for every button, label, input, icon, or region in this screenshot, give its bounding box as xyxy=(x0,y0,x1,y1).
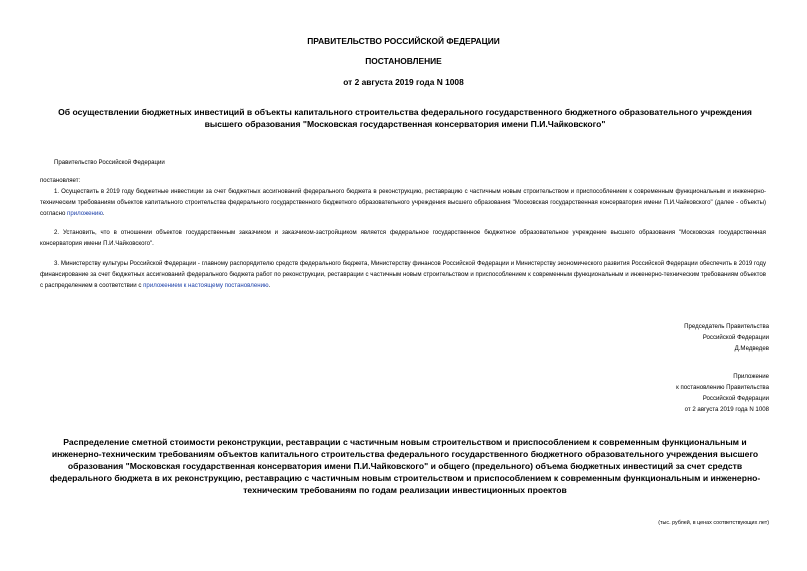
paragraph-3-end: . xyxy=(268,282,271,289)
appendix-link[interactable]: приложению xyxy=(67,210,103,217)
units-note: (тыс. рублей, в ценах соответствующих лет) xyxy=(658,520,769,526)
paragraph-1 xyxy=(40,186,766,219)
paragraph-1-text: 1. Осуществить в 2019 году бюджетные инвестиции за счет бюджетных ассигнований федерального бюджета в реконструкцию, реставрацию с частичным новым строительством и приспособлением к современным функциональным и инженерно-техническим требованиям объектов капитального строительства федерального государственного бюджетного образовательного учреждения высшего образования "Московская государственная консерватория имени П.И.Чайковского" (далее - объекты) согласно xyxy=(40,188,766,217)
signature-position: Председатель Правительства xyxy=(684,323,769,330)
paragraph-1-end: . xyxy=(102,210,105,217)
document-title: Об осуществлении бюджетных инвестиций в объекты капитального строительства федерального государственного бюджетного образовательного учреждения высшего образования "Московская государственная консерватория имени П.И.Чайковского" xyxy=(58,107,752,129)
document-date-number: от 2 августа 2019 года N 1008 xyxy=(343,77,464,87)
signature-block xyxy=(684,321,769,354)
distribution-title: Распределение сметной стоимости реконструкции, реставрации с частичным новым строительством и приспособлением к современным функциональным и инженерно-техническим требованиям объектов капитального строительства федерального государственного бюджетного образовательного учреждения высшего образования "Московская государственная консерватория имени П.И.Чайковского" и общего (предельного) объема бюджетных инвестиций за счет средств федерального бюджета в их реконструкцию, реставрацию с частичным новым строительством и приспособлением к современным функциональным и инженерно-техническим требованиям по годам реализации инвестиционных проектов xyxy=(49,437,761,495)
appendix-to-decree-link[interactable]: приложением к настоящему постановлению xyxy=(143,282,269,289)
appendix-ref: к постановлению Правительства xyxy=(676,384,769,391)
paragraph-3-text: 3. Министерству культуры Российской Федерации - главному распорядителю средств федерального бюджета, Министерству финансов Российской Федерации и Министерству экономического развития Российской Федерации обеспечить в 2019 году финансирование за счет бюджетных ассигнований федерального бюджета работ по реконструкции, реставрации с частичным новым строительством и приспособлением к современным функциональным и инженерно-техническим требованиям объектов с распределением в соответствии с xyxy=(40,260,766,289)
paragraph-2 xyxy=(40,227,766,249)
appendix-block xyxy=(676,371,769,415)
appendix-label: Приложение xyxy=(733,373,769,380)
appendix-date: от 2 августа 2019 года N 1008 xyxy=(684,406,769,413)
decree-word: постановляет: xyxy=(40,177,81,184)
document-type: ПОСТАНОВЛЕНИЕ xyxy=(365,56,442,66)
government-heading: ПРАВИТЕЛЬСТВО РОССИЙСКОЙ ФЕДЕРАЦИИ xyxy=(307,36,500,46)
appendix-org: Российской Федерации xyxy=(702,395,769,402)
signature-name: Д.Медведев xyxy=(734,345,769,352)
signature-org: Российской Федерации xyxy=(702,334,769,341)
paragraph-2-text: 2. Установить, что в отношении объектов государственным заказчиком и заказчиком-застройщиком является федеральное государственное бюджетное образовательное учреждение высшего образования "Московская государственная консерватория имени П.И.Чайковского". xyxy=(40,229,766,247)
government-line: Правительство Российской Федерации xyxy=(54,159,165,166)
paragraph-3 xyxy=(40,258,766,291)
